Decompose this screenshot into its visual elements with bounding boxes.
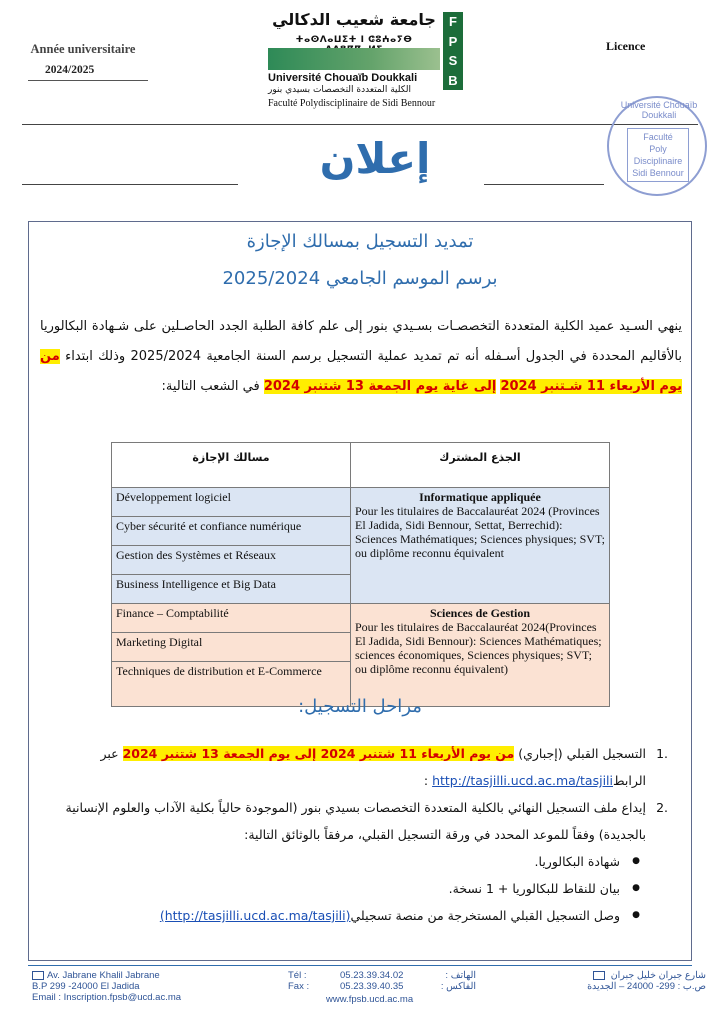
trunk-cell-gestion	[351, 604, 610, 707]
header-divider	[22, 124, 698, 125]
document-bullet	[46, 875, 646, 902]
year-underline	[28, 80, 148, 81]
announcement-title: إعلان	[319, 134, 431, 183]
step-text: التسجيل القبلي (إجباري)	[514, 746, 646, 761]
licence-label: Licence	[606, 39, 646, 53]
title-right-line	[484, 184, 604, 185]
step-item	[46, 794, 668, 848]
logo-arabic-name: جامعة شعيب الدكالي	[272, 10, 436, 29]
document-bullet	[46, 902, 646, 929]
university-logo	[268, 10, 464, 112]
bullet-text: بيان للنقاط للبكالوريا + 1 نسخة.	[448, 881, 620, 896]
footer-website[interactable]: www.fpsb.ucd.ac.ma	[326, 994, 414, 1005]
step-number: .1	[656, 746, 668, 761]
ar-fax-label: الفاكس :	[440, 981, 476, 992]
footer-address	[32, 970, 181, 1003]
announcement-heading: تمديد التسجيل بمسالك الإجازة	[246, 231, 474, 252]
footer-ar-labels	[436, 970, 476, 992]
document-bullet	[46, 848, 646, 875]
trunk-name: Informatique appliquée	[419, 490, 541, 504]
track-cell: Business Intelligence et Big Data	[112, 575, 351, 604]
header-tracks: مسالك الإجازة	[112, 443, 351, 488]
end-date-highlight: إلى غاية يوم الجمعة 13 شتنبر 2024	[263, 379, 497, 394]
table-row	[112, 488, 610, 517]
fax-number: 05.23.39.40.35	[340, 981, 404, 992]
header-trunk: الجذع المشترك	[351, 443, 610, 488]
bullet-text: شهادة البكالوريا.	[534, 854, 620, 869]
step-text: :	[423, 773, 433, 788]
step-text: عبر الرابط	[100, 746, 646, 788]
footer-addr1: Av. Jabrane Khalil Jabrane	[47, 970, 160, 981]
tasjilli-link[interactable]: http://tasjilli.ucd.ac.ma/tasjili	[432, 773, 613, 788]
bullet-text: وصل التسجيل القبلي المستخرجة من منصة تسجيلي	[350, 908, 620, 923]
academic-year-label: Année universitaire	[30, 42, 136, 56]
trunk-name: Sciences de Gestion	[430, 606, 530, 620]
academic-season-heading: برسم الموسم الجامعي 2025/2024	[222, 268, 498, 289]
step-date-highlight: من يوم الأربعاء 11 شتنبر 2024 إلى يوم الجمعة 13 شتنبر 2024	[122, 746, 515, 761]
tel-label: Tél :	[288, 970, 307, 981]
acronym-letter: B	[448, 72, 458, 88]
logo-faculty-name: Faculté Polydisciplinaire de Sidi Bennour	[268, 98, 436, 109]
footer-addr2: B.P 299 -24000 El Jadida	[32, 981, 140, 992]
faculty-stamp	[607, 96, 707, 196]
table-header-row	[112, 443, 610, 488]
track-cell: Gestion des Systèmes et Réseaux	[112, 546, 351, 575]
step-text: إيداع ملف التسجيل النهائي بالكلية المتعددة التخصصات بسيدي بنور (الموجودة حالياً بكلية الآداب والعلوم الإنسانية بالجديدة) وفقاً للموعد المحدد في ورقة التسجيل القبلي، مرفقاً بالوثائق التالية:	[65, 800, 646, 842]
stamp-line: Poly Disciplinaire	[633, 144, 683, 166]
tasjilli-platform-link[interactable]: (http://tasjilli.ucd.ac.ma/tasjili)	[159, 908, 351, 923]
footer-ar-address	[548, 970, 706, 992]
track-cell: Cyber sécurité et confiance numérique	[112, 517, 351, 546]
intro-text-end: في الشعب التالية:	[161, 379, 264, 394]
track-cell: Marketing Digital	[112, 633, 351, 662]
registration-steps	[46, 740, 668, 929]
envelope-icon	[593, 971, 605, 980]
fax-label: Fax :	[288, 981, 310, 992]
acronym-letter: S	[448, 53, 458, 69]
footer-ar-addr1: شارع جبران خليل جبران	[610, 970, 706, 981]
track-cell: Développement logiciel	[112, 488, 351, 517]
fpsb-acronym-block	[443, 12, 463, 90]
programs-table	[111, 442, 610, 707]
table-row	[112, 604, 610, 633]
start-date-highlight: من يوم الأربعاء 11 شـتنبر 2024	[40, 349, 682, 394]
ar-tel-label: الهاتف :	[445, 970, 476, 981]
tel-number: 05.23.39.34.02	[340, 970, 404, 981]
logo-tifinagh-name: ⵜⴰⵙⴷⴰⵡⵉⵜ ⵏ ⵛⵓⵄⴰⵢⴱ	[295, 35, 413, 45]
stamp-inner	[627, 128, 689, 182]
footer-email[interactable]: Email : Inscription.fpsb@ucd.ac.ma	[32, 992, 182, 1003]
step-number: .2	[656, 800, 668, 815]
logo-green-bar	[268, 48, 440, 70]
logo-arabic-faculty: الكلية المتعددة التخصصات بسيدي بنور	[268, 85, 411, 95]
acronym-letter: F	[449, 14, 457, 30]
intro-paragraph	[40, 312, 682, 402]
stamp-line: Sidi Bennour	[632, 168, 684, 178]
stamp-ring-text: Université Chouaïb Doukkali	[620, 100, 698, 120]
intro-text: ينهي السـيد عميد الكلية المتعددة التخصصـات بسـيدي بنور إلى علم كافة الطلبة الجدد الحاصـلين على شـهادة البكالوريا بالأقاليم المحددة في الجدول أسـفله أنه تم تمديد عملية التسجيل برسم السنة الجامعية 2025/2024 وذلك ابتداء	[40, 319, 682, 364]
acronym-letter: P	[448, 33, 458, 49]
footer-numbers	[340, 970, 403, 992]
stamp-line: Faculté	[643, 132, 673, 142]
academic-year-value: 2024/2025	[45, 64, 95, 76]
registration-steps-title: مراحل التسجيل:	[298, 696, 422, 717]
track-cell: Finance – Comptabilité	[112, 604, 351, 633]
track-cell: Techniques de distribution et E-Commerce	[112, 662, 351, 707]
footer-divider	[28, 965, 692, 966]
envelope-icon	[32, 971, 44, 980]
trunk-description: Pour les titulaires de Baccalauréat 2024(Provinces El Jadida, Sidi Bennour): Sciences Mathématiques; sciences économiques, Sciences physiques; SVT; ou diplôme reconnu équivalent)	[355, 620, 602, 676]
footer-ar-addr2: ص.ب : 299- 24000 – الجديدة	[587, 981, 706, 992]
logo-university-name: Université Chouaïb Doukkali	[268, 72, 418, 84]
trunk-cell-informatique	[351, 488, 610, 604]
step-item	[46, 740, 668, 794]
title-left-line	[22, 184, 238, 185]
trunk-description: Pour les titulaires de Baccalauréat 2024 (Provinces El Jadida, Sidi Bennour, Settat, Berrechid): Sciences Mathématiques; Sciences physiques; SVT; ou diplôme reconnu équivalent	[355, 504, 605, 560]
